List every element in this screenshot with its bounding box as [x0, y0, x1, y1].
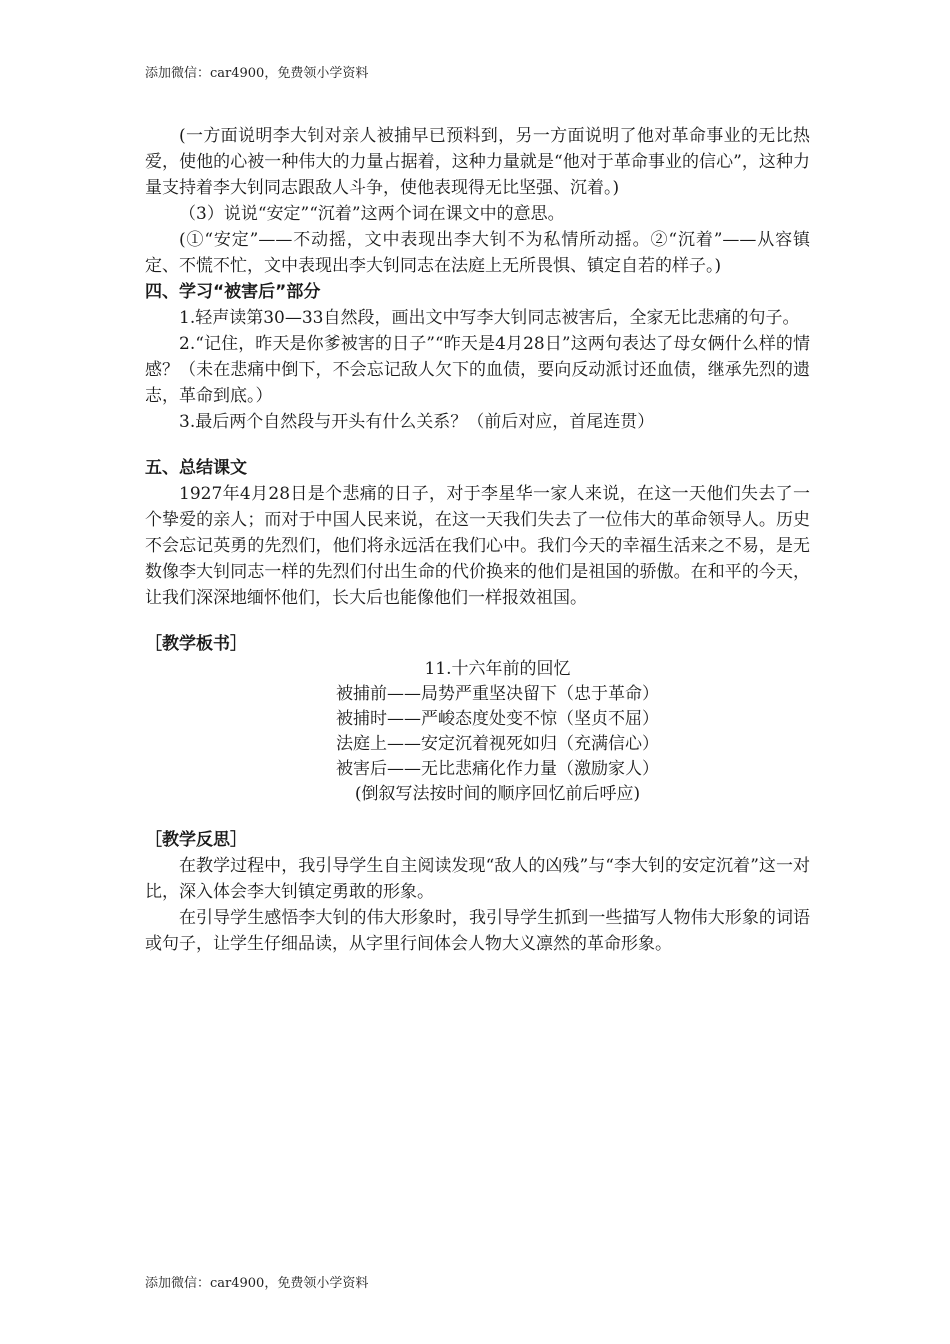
board-line: 被捕前——局势严重坚决留下（忠于革命） [336, 684, 659, 704]
list-item: 2.“记住，昨天是你爹被害的日子”“昨天是4月28日”这两句表达了母女俩什么样的情感？（未在悲痛中倒下，不会忘记敌人欠下的血债，要向反动派讨还血债，继承先烈的遗志，革命到底。） [145, 334, 810, 406]
list-item: 3.最后两个自然段与开头有什么关系？（前后对应，首尾连贯） [179, 412, 655, 432]
board-line: 11.十六年前的回忆 [424, 659, 571, 679]
board-line: (倒叙写法按时间的顺序回忆前后呼应) [354, 784, 641, 804]
board-title: ［教学板书］ [145, 634, 247, 654]
paragraph: 在教学过程中，我引导学生自主阅读发现“敌人的凶残”与“李大钊的安定沉着”这一对比，深入体会李大钊镇定勇敢的形象。 [145, 856, 810, 902]
list-item: 1.轻声读第30—33自然段，画出文中写李大钊同志被害后，全家无比悲痛的句子。 [179, 308, 800, 328]
section-heading: 五、总结课文 [145, 458, 247, 478]
page-footer: 添加微信：car4900，免费领小学资料 [145, 1276, 369, 1291]
paragraph: (一方面说明李大钊对亲人被捕早已预料到，另一方面说明了他对革命事业的无比热爱，使他的心被一种伟大的力量占据着，这种力量就是“他对于革命事业的信心”，这种力量支持着李大钊同志跟敌人斗争，使他表现得无比坚强、沉着。) [145, 126, 810, 198]
board-line: 被害后——无比悲痛化作力量（激励家人） [336, 759, 659, 779]
paragraph: 在引导学生感悟李大钊的伟大形象时，我引导学生抓到一些描写人物伟大形象的词语或句子，让学生仔细品读，从字里行间体会人物大义凛然的革命形象。 [145, 908, 810, 954]
document-body [145, 123, 810, 957]
board-line: 被捕时——严峻态度处变不惊（坚贞不屈） [336, 709, 659, 729]
reflection-title: ［教学反思］ [145, 830, 247, 850]
section-heading: 四、学习“被害后”部分 [145, 282, 321, 302]
paragraph: (①“安定”——不动摇，文中表现出李大钊不为私情所动摇。②“沉着”——从容镇定、不慌不忙，文中表现出李大钊同志在法庭上无所畏惧、镇定自若的样子。) [145, 230, 810, 276]
blackboard-outline [145, 657, 810, 807]
paragraph: 1927年4月28日是个悲痛的日子，对于李星华一家人来说，在这一天他们失去了一个挚爱的亲人；而对于中国人民来说，在这一天我们失去了一位伟大的革命领导人。历史不会忘记英勇的先烈们，他们将永远活在我们心中。我们今天的幸福生活来之不易，是无数像李大钊同志一样的先烈们付出生命的代价换来的他们是祖国的骄傲。在和平的今天，让我们深深地缅怀他们，长大后也能像他们一样报效祖国。 [145, 484, 810, 608]
page-header: 添加微信：car4900，免费领小学资料 [145, 66, 369, 81]
paragraph: （3）说说“安定”“沉着”这两个词在课文中的意思。 [179, 204, 565, 224]
board-line: 法庭上——安定沉着视死如归（充满信心） [336, 734, 659, 754]
